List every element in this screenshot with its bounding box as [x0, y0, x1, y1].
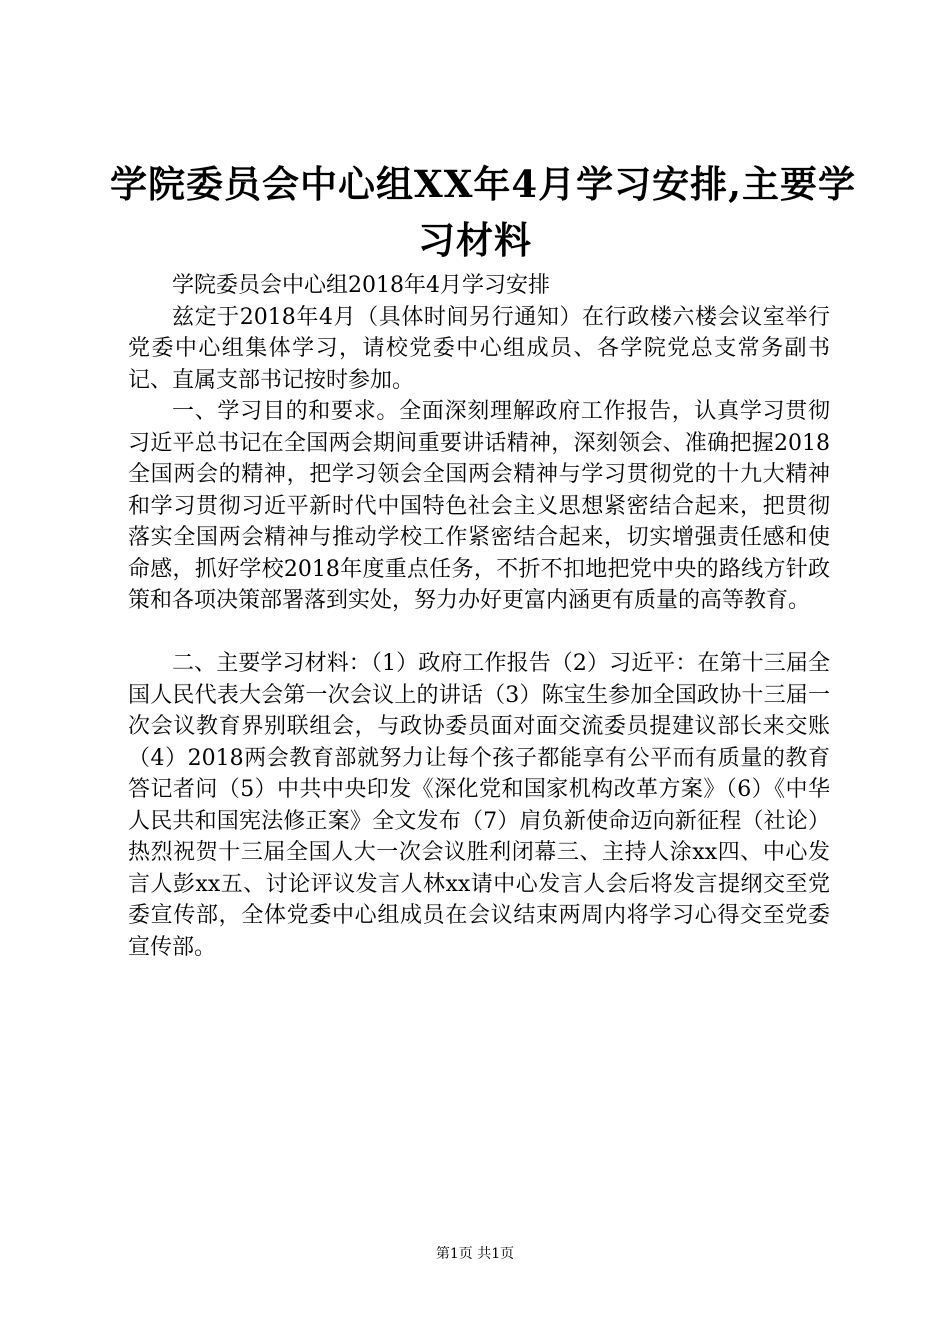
document-title-line-1: 学院委员会中心组XX年4月学习安排,主要学: [110, 162, 857, 206]
paragraph-goals: 一、学习目的和要求。全面深刻理解政府工作报告，认真学习贯彻习近平总书记在全国两会期间重要讲话精神，深刻领会、准确把握2018全国两会的精神，把学习领会全国两会精神与学习贯彻党的十九大精神和学习贯彻习近平新时代中国特色社会主义思想紧密结合起来，把贯彻落实全国两会精神与推动学校工作紧密结合起来，切实增强责任感和使命感，抓好学校2018年度重点任务，不折不扣地把党中央的路线方针政策和各项决策部署落到实处，努力办好更富内涵更有质量的高等教育。: [128, 399, 830, 613]
paragraph-materials: 二、主要学习材料：（1）政府工作报告（2）习近平：在第十三届全国人民代表大会第一次会议上的讲话（3）陈宝生参加全国政协十三届一次会议教育界别联组会，与政协委员面对面交流委员提建议部长来交账（4）2018两会教育部就努力让每个孩子都能享有公平而有质量的教育答记者问（5）中共中央印发《深化党和国家机构改革方案》（6）《中华人民共和国宪法修正案》全文发布（7）肩负新使命迈向新征程（社论）热烈祝贺十三届全国人大一次会议胜利闭幕三、主持人涂xx四、中心发言人彭xx五、讨论评议发言人林xx请中心发言人会后将发言提纲交至党委宣传部，全体党委中心组成员在会议结束两周内将学习心得交至党委宣传部。: [128, 651, 830, 960]
paragraph-gap: [128, 617, 830, 649]
document-body: [128, 270, 830, 963]
paragraph-notice: 兹定于2018年4月（具体时间另行通知）在行政楼六楼会议室举行党委中心组集体学习，请校党委中心组成员、各学院党总支常务副书记、直属支部书记按时参加。: [128, 304, 830, 393]
page-footer: 第1页 共1页: [435, 1246, 515, 1262]
document-title-line-2: 习材料: [418, 218, 532, 262]
paragraph-subtitle: 学院委员会中心组2018年4月学习安排: [172, 273, 550, 298]
